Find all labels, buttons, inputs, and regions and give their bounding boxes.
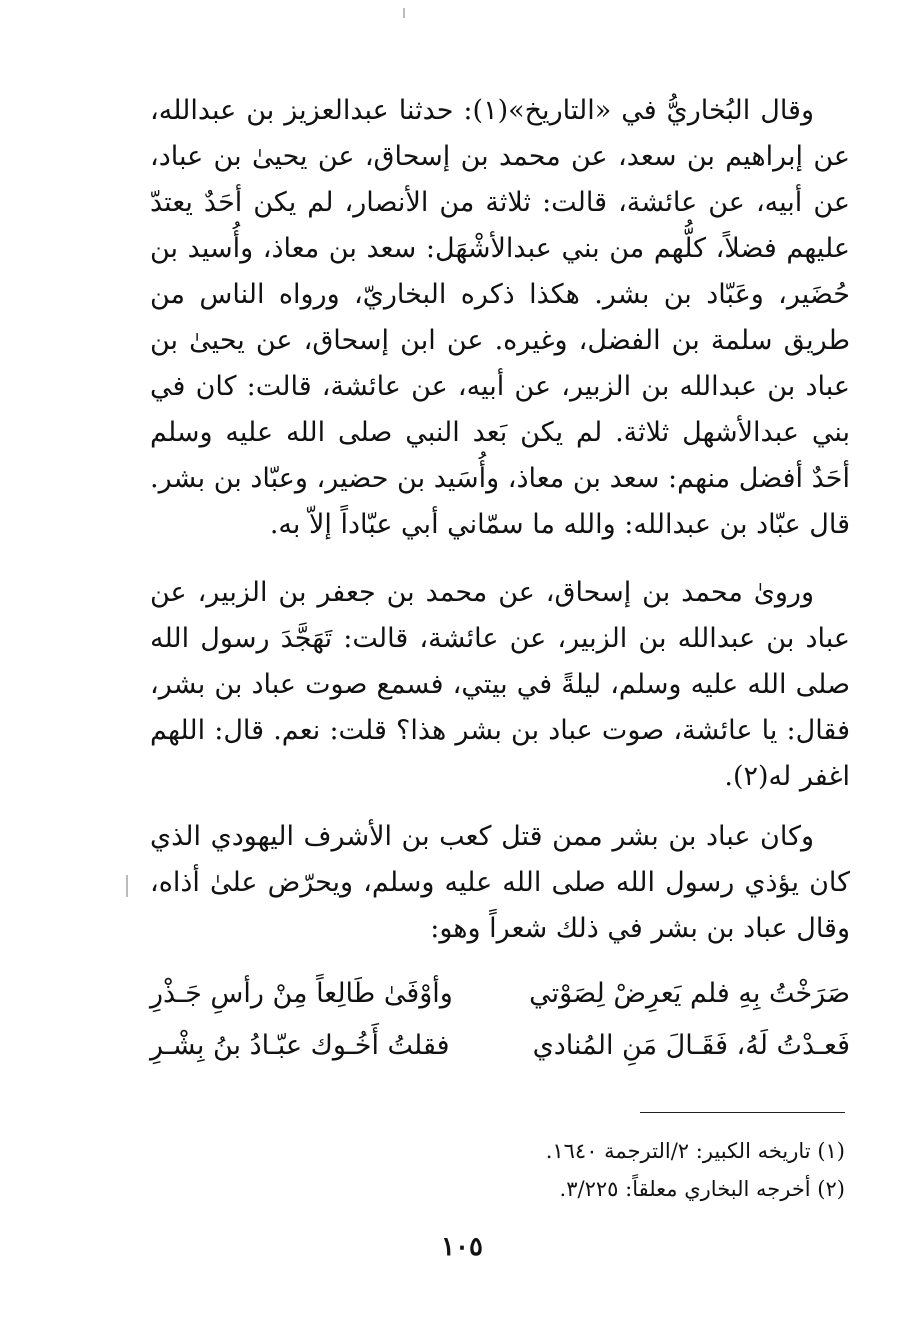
verse-1-second-hemistich: وأوْفَىٰ طَالِعاً مِنْ رأسِ جَـذْرِ [150, 978, 453, 1009]
poem [150, 968, 850, 1072]
paragraph-1: وقال البُخاريُّ في «التاريخ»(١): حدثنا عبدالعزيز بن عبدالله، عن إبراهيم بن سعد، عن محمد بن إسحاق، عن يحيىٰ بن عباد، عن أبيه، عن عائشة، قالت: ثلاثة من الأنصار، لم يكن أحَدٌ يعتدّ عليهم فضلاً، كلُّهم من بني عبدالأشْهَل: سعد بن معاذ، وأُسيد بن حُضَير، وعَبّاد بن بشر. هكذا ذكره البخاريّ، ورواه الناس من طريق سلمة بن الفضل، وغيره. عن ابن إسحاق، عن يحيىٰ بن عباد بن عبدالله بن الزبير، عن أبيه، عن عائشة، قالت: كان في بني عبدالأشهل ثلاثة. لم يكن بَعد النبي صلى الله عليه وسلم أحَدٌ أفضل منهم: سعد بن معاذ، وأُسَيد بن حضير، وعبّاد بن بشر. قال عبّاد بن عبدالله: والله ما سمّاني أبي عبّاداً إلاّ به. [150, 95, 850, 540]
margin-tick [126, 875, 128, 897]
verse-2-first-hemistich: فَعـدْتُ لَهُ، فَقَـالَ مَنِ المُنادي [532, 1030, 850, 1061]
verse-line-2 [150, 1020, 850, 1072]
footnote-2: (٢) أخرجه البخاري معلقاً: ٣/٢٢٥. [559, 1177, 845, 1201]
verse-1-first-hemistich: صَرَخْتُ بِهِ فلم يَعرِضْ لِصَوْتي [529, 978, 850, 1009]
footnote-1: (١) تاريخه الكبير: ٢/الترجمة ١٦٤٠. [545, 1139, 845, 1163]
footnote-divider [640, 1112, 845, 1113]
footnotes [400, 1132, 845, 1208]
main-text [150, 88, 850, 952]
verse-line-1 [150, 968, 850, 1020]
paragraph-3: وكان عباد بن بشر ممن قتل كعب بن الأشرف اليهودي الذي كان يؤذي رسول الله صلى الله عليه وسلم، ويحرّض علىٰ أذاه، وقال عباد بن بشر في ذلك شعراً وهو: [150, 821, 850, 944]
verse-2-second-hemistich: فقلتُ أَخُـوك عبّـادُ بنُ بِشْـرِ [150, 1030, 450, 1061]
paragraph-2: وروىٰ محمد بن إسحاق، عن محمد بن جعفر بن الزبير، عن عباد بن عبدالله بن الزبير، عن عائشة، قالت: تَهَجَّدَ رسول الله صلى الله عليه وسلم، ليلةً في بيتي، فسمع صوت عباد بن بشر، فقال: يا عائشة، صوت عباد بن بشر هذا؟ قلت: نعم. قال: اللهم اغفر له(٢). [150, 577, 850, 792]
scan-mark [403, 8, 405, 18]
page-number: ١٠٥ [441, 1232, 483, 1262]
